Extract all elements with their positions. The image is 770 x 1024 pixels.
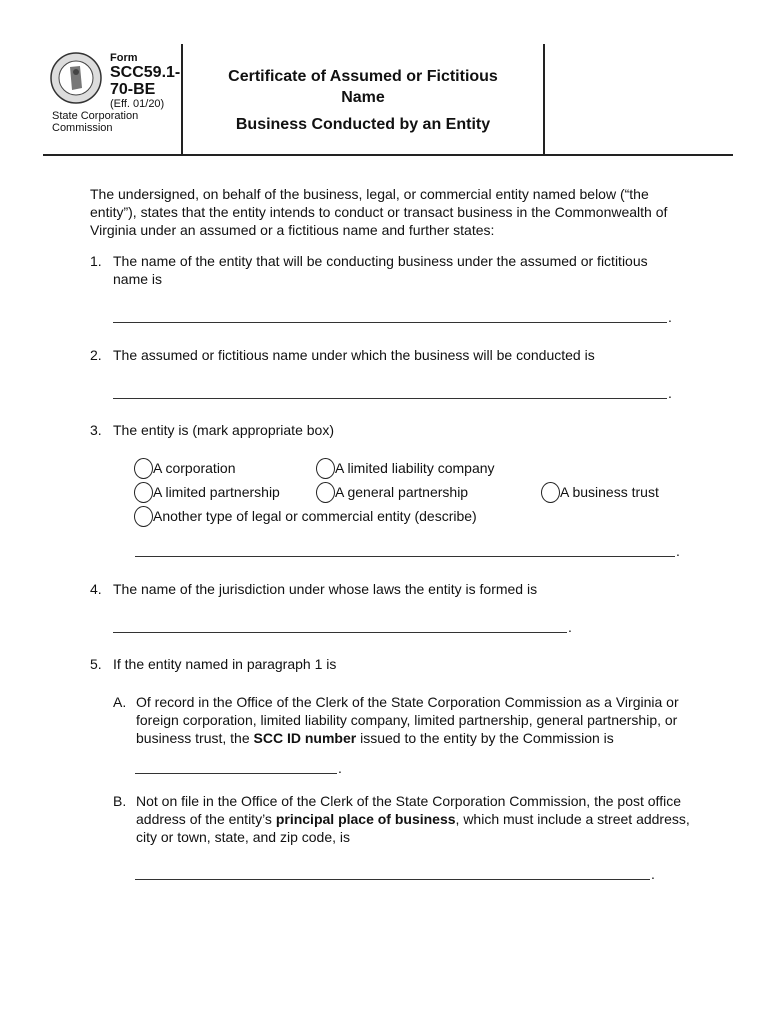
item-number: 2. [90, 347, 102, 363]
option-label: A corporation [153, 460, 236, 476]
period: . [568, 619, 572, 635]
intro-line: entity”), states that the entity intends to conduct or transact business in the Commonwealth of [90, 204, 668, 220]
option-label: A general partnership [335, 484, 469, 500]
intro-line: The undersigned, on behalf of the business, legal, or commercial entity named below (“the [90, 186, 649, 202]
agency-name [52, 110, 138, 134]
option-label: A business trust [560, 484, 659, 500]
principal-address-field[interactable] [135, 879, 650, 880]
period: . [668, 385, 672, 401]
principal-place-label: principal place of business [275, 811, 456, 827]
text: business trust, the [136, 730, 254, 746]
agency-line2: Commission [52, 122, 113, 134]
radio-business-trust[interactable] [541, 482, 560, 503]
title-line1: Certificate of Assumed or Fictitious [228, 68, 498, 85]
entity-name-field[interactable] [113, 322, 667, 323]
item-line: name is [113, 271, 163, 287]
option-label: Another type of legal or commercial entity (describe) [153, 508, 477, 524]
sub-item-label: B. [113, 793, 127, 809]
item-number: 5. [90, 656, 102, 672]
effective-date: (Eff. 01/20) [110, 98, 165, 110]
radio-general-partnership[interactable] [316, 482, 335, 503]
agency-line1: State Corporation [52, 110, 139, 122]
item-number: 1. [90, 253, 102, 269]
item-1-text [113, 252, 648, 288]
item-line: city or town, state, and zip code, is [136, 829, 350, 845]
item-5-text: If the entity named in paragraph 1 is [113, 656, 337, 672]
form-number-line1: SCC59.1- [110, 64, 181, 81]
item-5b-text [136, 792, 690, 846]
radio-limited-partnership[interactable] [134, 482, 153, 503]
form-label: Form [110, 52, 138, 64]
jurisdiction-field[interactable] [113, 632, 567, 633]
period: . [668, 309, 672, 325]
radio-corporation[interactable] [134, 458, 153, 479]
item-4-text: The name of the jurisdiction under whose laws the entity is formed is [113, 581, 538, 597]
state-seal-icon [50, 52, 102, 104]
form-number [110, 64, 180, 98]
item-line [136, 729, 679, 747]
intro-line: Virginia under an assumed or a fictitious name and further states: [90, 222, 495, 238]
item-number: 4. [90, 581, 102, 597]
radio-llc[interactable] [316, 458, 335, 479]
item-number: 3. [90, 422, 102, 438]
text: , which must include a street address, [455, 811, 690, 827]
item-line: The name of the entity that will be conducting business under the assumed or fictitious [113, 253, 648, 269]
other-entity-description-field[interactable] [135, 556, 675, 557]
form-number-line2: 70-BE [110, 81, 156, 98]
option-label: A limited partnership [153, 484, 280, 500]
period: . [338, 760, 342, 776]
assumed-name-field[interactable] [113, 398, 667, 399]
radio-other-entity[interactable] [134, 506, 153, 527]
scc-id-field[interactable] [135, 773, 337, 774]
item-3-text: The entity is (mark appropriate box) [113, 422, 334, 438]
header-rule [43, 154, 733, 156]
item-line: Not on file in the Office of the Clerk of the State Corporation Commission, the post office [136, 793, 681, 809]
item-line: Of record in the Office of the Clerk of the State Corporation Commission as a Virginia or [136, 694, 679, 710]
title-line2: Name [341, 89, 385, 106]
option-label: A limited liability company [335, 460, 495, 476]
item-line: foreign corporation, limited liability company, limited partnership, general partnership, or [136, 712, 678, 728]
form-title [183, 66, 543, 108]
item-line [136, 810, 690, 828]
item-2-text: The assumed or fictitious name under which the business will be conducted is [113, 347, 595, 363]
text: issued to the entity by the Commission is [356, 730, 614, 746]
period: . [676, 543, 680, 559]
form-subtitle: Business Conducted by an Entity [235, 116, 491, 133]
item-5a-text [136, 693, 679, 747]
scc-id-label: SCC ID number [253, 730, 357, 746]
sub-item-label: A. [113, 694, 127, 710]
intro-paragraph [90, 185, 667, 239]
period: . [651, 866, 655, 882]
text: address of the entity’s [136, 811, 276, 827]
header-divider [543, 44, 545, 156]
